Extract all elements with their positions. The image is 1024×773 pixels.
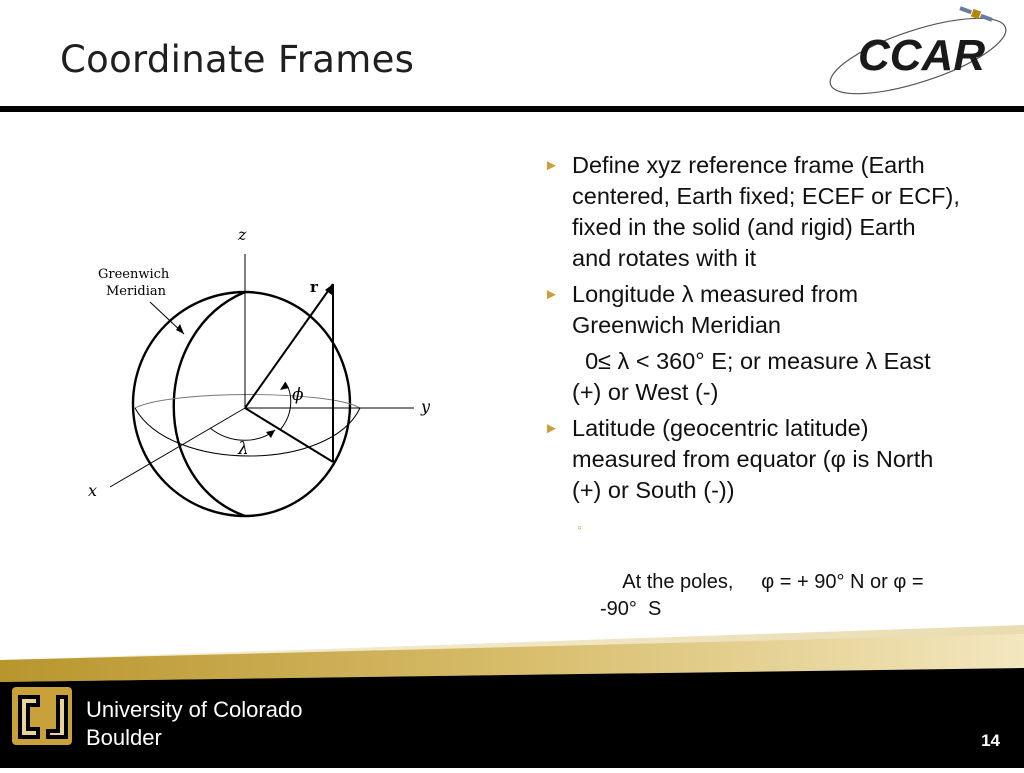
label-z: z: [238, 225, 247, 244]
x-axis: [110, 408, 245, 487]
label-greenwich-line2: Meridian: [106, 284, 166, 299]
cu-logo-icon: [10, 683, 76, 749]
longitude-range-text: 0≤ λ < 360° E; or measure λ East (+) or West (-): [572, 348, 938, 405]
sphere-outline: [133, 292, 350, 516]
university-line1: University of Colorado: [86, 697, 303, 722]
label-x: x: [88, 481, 98, 500]
university-line2: Boulder: [86, 725, 162, 750]
r-ground-line: [245, 408, 333, 462]
coordinate-diagram: [80, 222, 440, 532]
phi-arrowhead: [280, 382, 289, 390]
label-r: r: [310, 278, 318, 296]
university-name: [86, 696, 302, 752]
bullet-content: [540, 150, 960, 650]
sub-bullet-circle-icon: ◦: [577, 519, 582, 535]
bullet-item-latitude: [540, 413, 960, 506]
bullet-item-longitude: [540, 279, 960, 341]
bullet-text: Longitude λ measured from Greenwich Meridian: [572, 281, 859, 338]
bullet-text: Latitude (geocentric latitude) measured from equator (φ is North (+) or South (-)): [572, 415, 934, 503]
label-lambda: λ: [238, 439, 249, 459]
title-divider: [0, 106, 1024, 112]
bullet-arrow-icon: ►: [544, 157, 559, 174]
page-number: 14: [981, 731, 1000, 750]
bullet-arrow-icon: ►: [544, 286, 559, 303]
bullet-item-reference-frame: [540, 150, 960, 274]
ccar-logo: [826, 4, 1016, 100]
slide-title: Coordinate Frames: [60, 38, 415, 81]
greenwich-arrowhead: [176, 324, 184, 334]
sub-bullet-text: At the poles, φ = + 90° N or φ = -90° S: [600, 571, 930, 620]
label-phi: ϕ: [292, 385, 304, 405]
bullet-arrow-icon: ►: [544, 420, 559, 437]
lambda-arrowhead: [266, 430, 275, 438]
logo-text: CCAR: [858, 31, 986, 80]
label-y: y: [421, 397, 431, 416]
label-greenwich-line1: Greenwich: [98, 267, 170, 282]
greenwich-meridian-curve: [174, 292, 245, 516]
satellite-icon: [959, 4, 994, 23]
bullet-text: Define xyz reference frame (Earth centered, Earth fixed; ECEF or ECF), fixed in the solid (and rigid) Earth and rotates with it: [572, 152, 960, 271]
